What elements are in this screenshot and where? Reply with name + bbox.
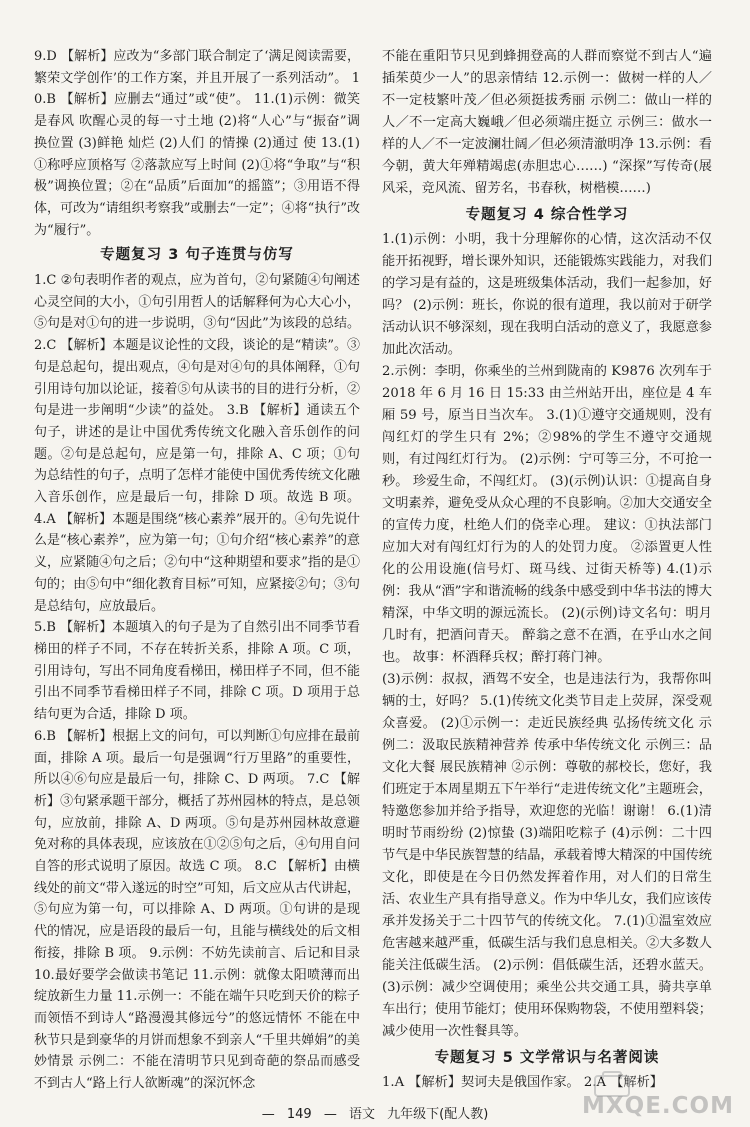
right-column: [382, 46, 712, 1094]
page-number: 149: [286, 1107, 312, 1122]
section-heading: 专题复习 3 句子连贯与仿写: [100, 247, 294, 264]
section-heading: 专题复习 4 综合性学习: [465, 207, 629, 223]
page-footer: — 149 — 语文 九年级下(配人教): [261, 1107, 489, 1122]
grade-label: 九年级下(配人教): [387, 1107, 489, 1122]
answer-paragraph: 9.D 【解析】应改为“多部门联合制定了‘满足阅读需要，繁荣文学创作’的工作方案，并且开展了一系列活动”。 10.B 【解析】应删去“通过”或“使”。 11.(1)示例：微笑是春风 吹醒心灵的每一寸土地 (2)将“人心”与“振奋”调换位置 (3)鲜艳 灿烂 (2)人们 的情操 (2)通过 使 13.(1)①称呼应顶格写 ②落款应写上时间 (2)①将“争取”与“积极”调换位置；②在“品质”后面加“的摇篮”；③用语不得体，可改为“请组织考察我”或删去“一定”；④将“执行”改为“履行”。: [34, 49, 360, 238]
site-watermark: MXQE.COM: [582, 1093, 734, 1119]
answer-paragraph: 1.(1)示例：小明，我十分理解你的心情，这次活动不仅能开拓视野，增长课外知识，还能锻炼实践能力，对我们的学习是有益的，这是班级集体活动，我们一起参加，好吗？ (2)示例：班长，你说的很有道理，我以前对于研学活动认识不够深刻，现在我明白活动的意义了，我愿意参加此次活动。: [382, 232, 712, 357]
subject-label: 语文: [348, 1107, 375, 1122]
left-column: [34, 46, 360, 1095]
answer-paragraph: 1.C ②句表明作者的观点，应为首句，②句紧随④句阐述心灵空间的大小，①句引用哲人的话解释何为心大心小，⑤句是对①句的进一步说明，③句“因此”为该段的总结。 2.C 【解析】本题是议论性的文段，谈论的是“精读”。③句是总起句，提出观点，④句是对④句的具体阐释，①句引用诗句加以论证，接着⑤句从读书的目的进行分析，②句是进一步阐明“少读”的益处。 3.B 【解析】通读五个句子，讲述的是让中国优秀传统文化融入音乐创作的问题。②句是总起句，应是第一句，排除 A、C 项；①句为总结性的句子，点明了怎样才能使中国优秀传统文化融入音乐创作，应是最后一句，排除 D 项。故选 B 项。 4.A 【解析】本题是围绕“核心素养”展开的。④句先说什么是“核心素养”，应为第一句；①句介绍“核心素养”的意义，应紧随④句之后；②句中“这种期望和要求”指的是①句的；由⑤句中“细化教育目标”可知，应紧接②句；③句是总结句，应放最后。: [34, 273, 360, 614]
answer-paragraph: (3)示例：叔叔，酒驾不安全，也是违法行为，我帮你叫辆的士，好吗？ 5.(1)传统文化类节目走上荧屏，深受观众喜爱。 (2)①示例一：走近民族经典 弘扬传统文化 示例二：汲取民族精神营养 传承中华传统文化 示例三：品文化大餐 展民族精神 ②示例：尊敬的郝校长，您好，我们班定于本周星期五下午举行“走进传统文化”主题班会，特邀您参加并给予指导，欢迎您的光临！谢谢！ 6.(1)清明时节雨纷纷 (2)惊蛰 (3)端阳吃粽子 (4)示例：二十四节气是中华民族智慧的结晶，承载着博大精深的中国传统文化，即使是在今日仍然发挥着作用，对人们的日常生活、农业生产具有指导意义。作为中华儿女，我们应该传承并发扬关于二十四节气的传统文化。 7.(1)①温室效应危害越来越严重，低碳生活与我们息息相关。②大多数人能关注低碳生活。 (2)示例：倡低碳生活，还碧水蓝天。 (3)示例：减少空调使用；乘坐公共交通工具，骑共享单车出行；使用节能灯；使用环保购物袋，不使用塑料袋；减少使用一次性餐具等。: [382, 672, 712, 1039]
answer-paragraph: 2.示例：李明，你乘坐的兰州到陇南的 K9876 次列车于 2018 年 6 月 16 日 15:33 由兰州站开出，座位是 4 车厢 59 号，原当日当次车。 3.(1)①遵守交通规则，没有闯红灯的学生只有 2%；②98%的学生不遵守交通规则，有过闯红灯行为。 (2)示例：宁可等三分，不可抢一秒。 珍爱生命，不闯红灯。 (3)(示例)认识：①提高自身文明素养，避免受从众心理的不良影响。②加大交通安全的宣传力度，杜绝人们的侥幸心理。 建议：①执法部门应加大对有闯红灯行为的人的处罚力度。 ②添置更人性化的公用设施(信号灯、斑马线、过街天桥等) 4.(1)示例：我从“酒”字和谐流畅的线条中感受到中华书法的博大精深，中华文明的源远流长。 (2)(示例)诗文名句：明月几时有，把酒问青天。 醉翁之意不在酒，在乎山水之间也。 故事：杯酒释兵权；醉打蒋门神。: [382, 364, 712, 665]
answer-paragraph: 6.B 【解析】根据上文的问句，可以判断①句应排在最前面，排除 A 项。最后一句是强调“行万里路”的重要性，所以④⑥句应是最后一句，排除 C、D 两项。 7.C 【解析】③句紧承题干部分，概括了苏州园林的特点，是总领句，应放前，排除 A、D 两项。⑤句是苏州园林故意避免对称的具体表现，应该放在①②⑤句之后，④句用自问自答的形式说明了原因。故选 C 项。 8.C 【解析】由横线处的前文“带入遂远的时空”可知，后文应从古代讲起，⑤句应为第一句，可以排除 A、D 两项。①句讲的是现代的情况，应是语段的最后一句，且能与横线处的后文相衔接，排除 B 项。 9.示例：不妨先读前言、后记和目录 10.最好要学会做读书笔记 11.示例：就像太阳喷薄而出 绽放新生力量 11.示例一：不能在端午只吃到天价的粽子而领悟不到诗人“路漫漫其修远兮”的悠远情怀 不能在中秋节只是到豪华的月饼而想象不到亲人“千里共婵娟”的美妙情景 示例二：不能在清明节只见到奇葩的祭品而感受不到古人“路上行人欲断魂”的深沉怀念: [34, 728, 360, 1092]
answer-paragraph: 不能在重阳节只见到蜂拥登高的人群而察觉不到古人“遍插茱萸少一人”的思亲情结 12.示例一：做树一样的人／不一定枝繁叶茂／但必须挺拔秀丽 示例二：做山一样的人／不一定高大巍峨／但必须端庄挺立 示例三：做水一样的人／不一定波澜壮阔／但必须清澈明净 13.示例：看今朝，黄大年殚精竭虑(赤胆忠心……) “深探”写传奇(展风采，竞风流、留芳名，书春秋，树楷模……): [382, 49, 712, 196]
answer-paragraph: 1.A 【解析】契诃夫是俄国作家。 2.A 【解析】: [382, 1075, 663, 1090]
section-heading: 专题复习 5 文学常识与名著阅读: [434, 1050, 660, 1066]
answer-paragraph: 5.B 【解析】本题填入的句子是为了自然引出不同季节看梯田的样子不同，不存在转折关系，排除 A 项。C 项，引用诗句，写出不同角度看梯田，梯田样子不同，但不能引出不同季节看梯田样子不同，排除 C 项。D 项用于总结句更为合适，排除 D 项。: [34, 620, 360, 723]
